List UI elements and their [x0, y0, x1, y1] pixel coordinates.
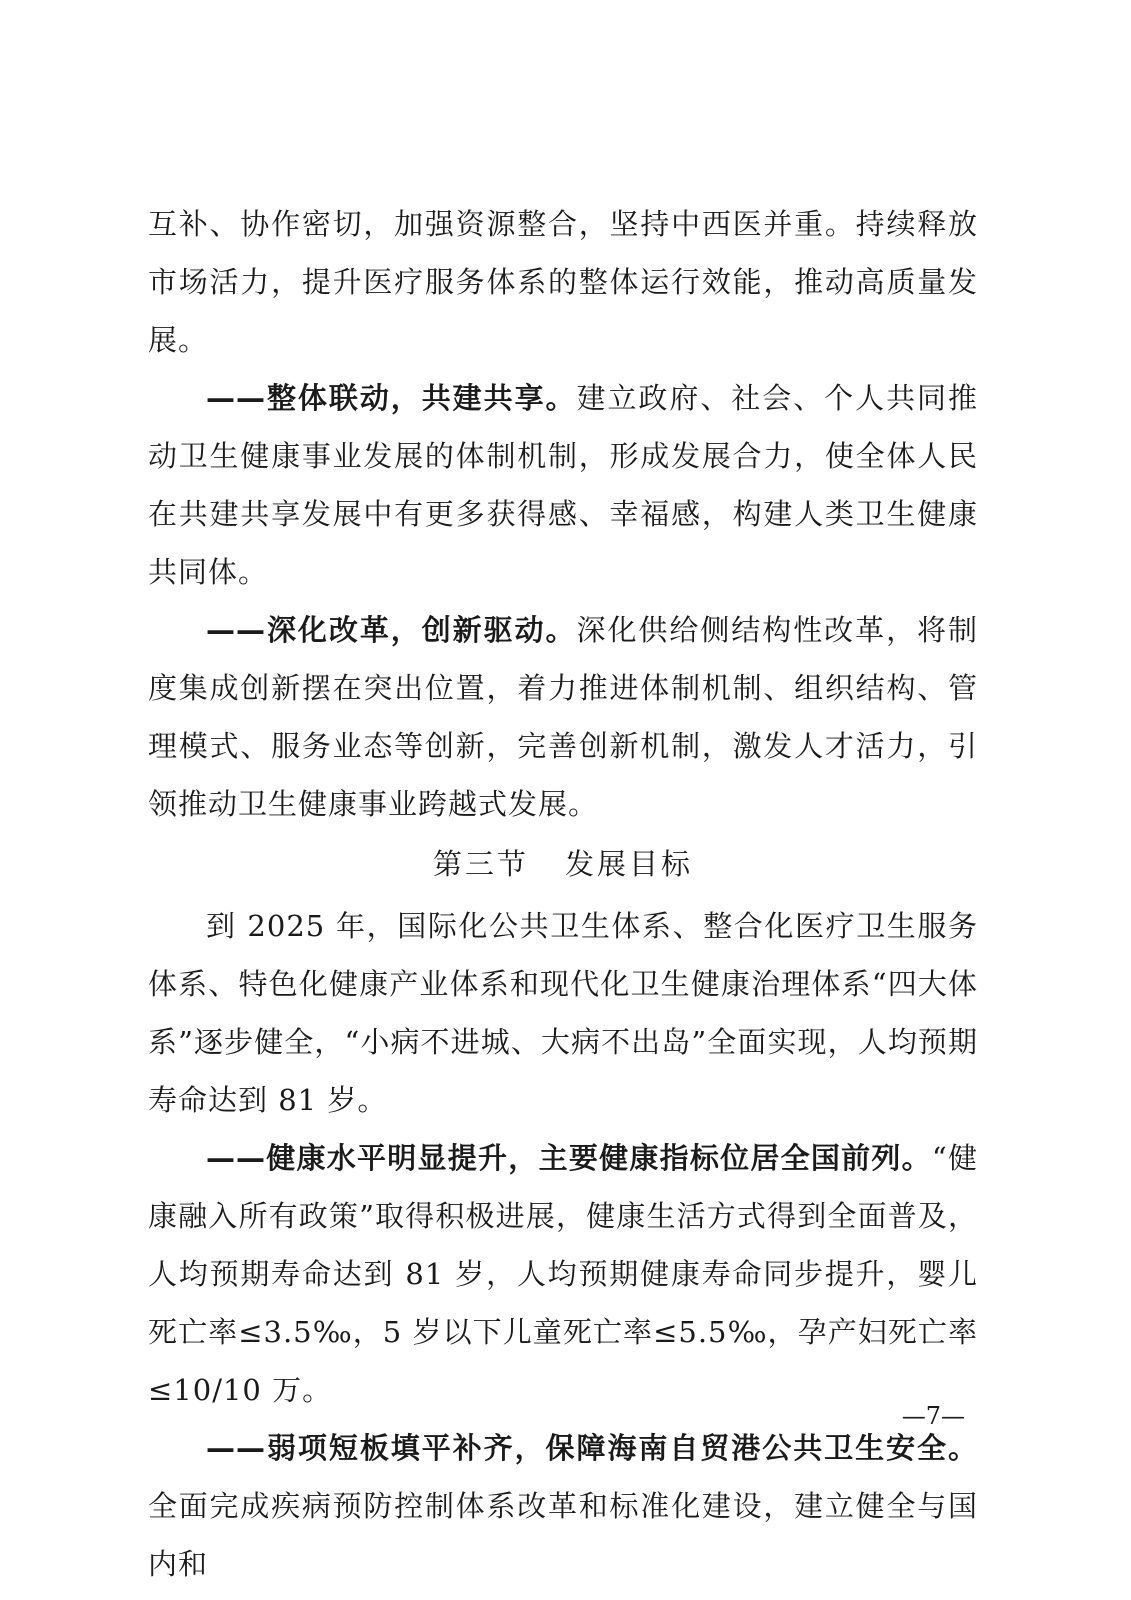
section-heading	[148, 833, 978, 897]
paragraph-text: 建立政府、社会、个人共同推动卫生健康事业发展的体制机制，形成发展合力，使全体人民在共建共享发展中有更多获得感、幸福感，构建人类卫生健康共同体。	[148, 381, 978, 589]
paragraph-lead-bold: ——整体联动，共建共享。	[206, 381, 577, 415]
paragraph-text: 深化供给侧结构性改革，将制度集成创新摆在突出位置，着力推进体制机制、组织结构、管理模式、服务业态等创新，完善创新机制，激发人才活力，引领推动卫生健康事业跨越式发展。	[148, 613, 978, 821]
page-number: —7—	[901, 1402, 965, 1430]
paragraph-lead-bold: ——弱项短板填平补齐，保障海南自贸港公共卫生安全。	[206, 1431, 978, 1465]
paragraph-text: 全面完成疾病预防控制体系改革和标准化建设，建立健全与国内和	[148, 1489, 978, 1581]
section-title: 发展目标	[565, 847, 694, 881]
paragraph-lead-bold: ——深化改革，创新驱动。	[206, 613, 577, 647]
paragraph-deepen-reform	[148, 601, 978, 833]
paragraph-text: 到 2025 年，国际化公共卫生体系、整合化医疗卫生服务体系、特色化健康产业体系和现代化卫生健康治理体系“四大体系”逐步健全，“小病不进城、大病不出岛”全面实现，人均预期寿命达到 81 岁。	[148, 909, 978, 1117]
paragraph-2025-goal	[148, 897, 978, 1129]
paragraph-lead-bold: ——健康水平明显提升，主要健康指标位居全国前列。	[206, 1141, 932, 1175]
paragraph-health-level	[148, 1129, 978, 1419]
paragraph-weak-links	[148, 1419, 978, 1593]
paragraph-continuation	[148, 195, 978, 369]
document-body	[148, 195, 978, 1593]
section-number: 第三节	[432, 847, 529, 881]
paragraph-text: 互补、协作密切，加强资源整合，坚持中西医并重。持续释放市场活力，提升医疗服务体系的整体运行效能，推动高质量发展。	[148, 207, 978, 357]
paragraph-text: “健康融入所有政策”取得积极进展，健康生活方式得到全面普及，人均预期寿命达到 81 岁，人均预期健康寿命同步提升，婴儿死亡率≤3.5‰，5 岁以下儿童死亡率≤5.5‰，孕产妇死亡率≤10/10 万。	[148, 1141, 978, 1407]
paragraph-overall-linkage	[148, 369, 978, 601]
